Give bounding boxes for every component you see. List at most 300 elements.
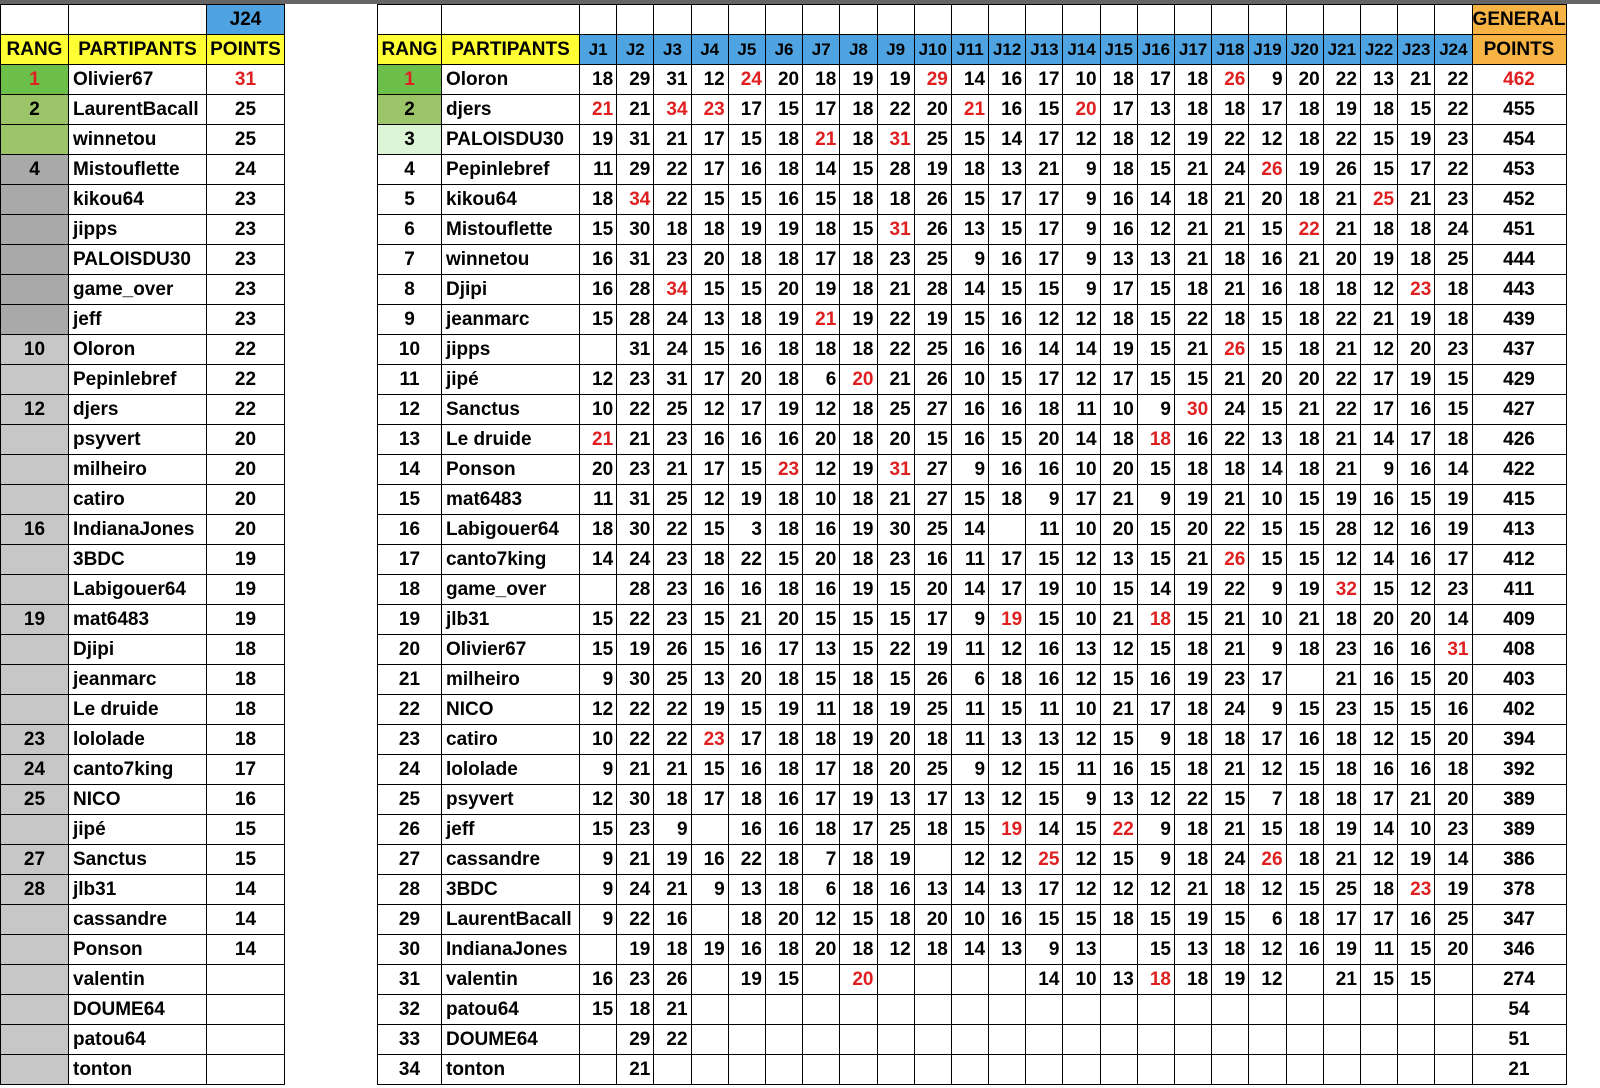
score-cell: 22 (654, 695, 691, 725)
score-cell: 23 (1212, 665, 1249, 695)
table-row (378, 95, 1567, 125)
score-cell: 21 (1212, 605, 1249, 635)
score-cell: 18 (803, 65, 840, 95)
score-cell: 22 (1323, 65, 1360, 95)
score-cell (877, 1025, 914, 1055)
total-points-cell: 413 (1472, 515, 1566, 545)
participant-name: mat6483 (69, 605, 207, 635)
score-cell: 16 (765, 815, 802, 845)
score-cell: 23 (654, 605, 691, 635)
score-cell: 14 (1360, 425, 1397, 455)
rank-cell: 25 (1, 785, 69, 815)
score-cell (580, 1025, 617, 1055)
score-cell (691, 965, 728, 995)
score-cell: 11 (951, 725, 988, 755)
participant-name: Pepinlebref (442, 155, 580, 185)
score-cell: 9 (1137, 815, 1174, 845)
score-cell: 9 (1249, 695, 1286, 725)
table-row (1, 485, 285, 515)
table-row (1, 725, 285, 755)
score-cell: 21 (1100, 485, 1137, 515)
empty-cell (728, 5, 765, 35)
score-cell: 15 (1286, 875, 1323, 905)
table-row (1, 815, 285, 845)
score-cell: 18 (1435, 275, 1472, 305)
total-points-cell: 452 (1472, 185, 1566, 215)
table-row (1, 155, 285, 185)
score-cell: 19 (914, 635, 951, 665)
score-cell: 21 (1175, 245, 1212, 275)
general-ranking-table (377, 4, 1567, 1085)
score-cell: 18 (1286, 455, 1323, 485)
score-cell (1063, 1025, 1100, 1055)
score-cell: 18 (1286, 185, 1323, 215)
score-cell: 18 (840, 875, 877, 905)
score-cell: 15 (728, 695, 765, 725)
score-cell: 15 (1175, 365, 1212, 395)
points-cell: 22 (207, 365, 285, 395)
score-cell: 27 (914, 395, 951, 425)
day-header: J24 (1435, 35, 1472, 65)
score-cell: 15 (728, 125, 765, 155)
score-cell: 15 (1212, 785, 1249, 815)
score-cell: 15 (580, 635, 617, 665)
score-cell: 18 (1137, 425, 1174, 455)
score-cell: 17 (1137, 65, 1174, 95)
rank-cell: 4 (378, 155, 442, 185)
score-cell: 17 (1360, 785, 1397, 815)
score-cell: 19 (1175, 485, 1212, 515)
score-cell: 16 (989, 335, 1026, 365)
day-header: J20 (1286, 35, 1323, 65)
participant-name: cassandre (69, 905, 207, 935)
table-row (378, 275, 1567, 305)
participant-name: jeanmarc (69, 665, 207, 695)
rank-cell (1, 305, 69, 335)
score-cell: 17 (1249, 95, 1286, 125)
score-cell: 25 (877, 815, 914, 845)
score-cell: 9 (1063, 185, 1100, 215)
rank-cell (1, 575, 69, 605)
score-cell: 18 (765, 665, 802, 695)
score-cell (951, 965, 988, 995)
table-row (1, 935, 285, 965)
score-cell: 16 (1026, 665, 1063, 695)
participant-name: valentin (442, 965, 580, 995)
score-cell: 18 (765, 575, 802, 605)
score-cell: 21 (803, 125, 840, 155)
rank-cell (1, 215, 69, 245)
day-header: J7 (803, 35, 840, 65)
score-cell: 9 (580, 905, 617, 935)
score-cell: 12 (1137, 875, 1174, 905)
score-cell: 15 (1137, 515, 1174, 545)
table-row (378, 665, 1567, 695)
score-cell: 15 (1249, 335, 1286, 365)
score-cell: 20 (1100, 455, 1137, 485)
score-cell: 15 (765, 965, 802, 995)
score-cell: 21 (580, 425, 617, 455)
score-cell: 15 (1026, 755, 1063, 785)
score-cell: 21 (1100, 605, 1137, 635)
score-cell: 22 (877, 335, 914, 365)
score-cell: 18 (1212, 245, 1249, 275)
score-cell: 15 (840, 635, 877, 665)
rank-cell: 1 (378, 65, 442, 95)
score-cell: 21 (617, 425, 654, 455)
score-cell: 13 (1063, 635, 1100, 665)
score-cell: 13 (691, 665, 728, 695)
participant-name: mat6483 (442, 485, 580, 515)
score-cell: 18 (765, 515, 802, 545)
score-cell (1249, 1055, 1286, 1085)
score-cell: 11 (1360, 935, 1397, 965)
score-cell: 18 (1323, 275, 1360, 305)
participant-name: patou64 (69, 1025, 207, 1055)
score-cell (765, 995, 802, 1025)
day-header: J5 (728, 35, 765, 65)
score-cell (1212, 995, 1249, 1025)
score-cell: 15 (1026, 275, 1063, 305)
participant-name: Le druide (69, 695, 207, 725)
participant-name: winnetou (442, 245, 580, 275)
score-cell: 16 (1398, 455, 1435, 485)
empty-cell (765, 5, 802, 35)
empty-cell (442, 5, 580, 35)
score-cell: 20 (803, 545, 840, 575)
score-cell: 30 (617, 665, 654, 695)
score-cell: 31 (617, 245, 654, 275)
empty-cell (1175, 5, 1212, 35)
total-points-cell: 455 (1472, 95, 1566, 125)
score-cell: 18 (877, 185, 914, 215)
score-cell: 16 (728, 635, 765, 665)
score-cell: 17 (1026, 215, 1063, 245)
score-cell: 9 (1137, 725, 1174, 755)
score-cell: 23 (1323, 695, 1360, 725)
total-points-cell: 346 (1472, 935, 1566, 965)
empty-cell (951, 5, 988, 35)
score-cell (765, 1025, 802, 1055)
participant-name: Labigouer64 (442, 515, 580, 545)
score-cell: 20 (580, 455, 617, 485)
score-cell: 19 (877, 845, 914, 875)
rank-cell: 22 (378, 695, 442, 725)
score-cell: 18 (1212, 725, 1249, 755)
empty-cell (1360, 5, 1397, 35)
rank-cell (1, 1055, 69, 1085)
participant-name: DOUME64 (442, 1025, 580, 1055)
score-cell: 20 (840, 965, 877, 995)
score-cell: 18 (1286, 785, 1323, 815)
score-cell: 16 (1026, 455, 1063, 485)
score-cell: 15 (1100, 575, 1137, 605)
score-cell (1026, 1055, 1063, 1085)
participant-name: 3BDC (69, 545, 207, 575)
score-cell: 16 (1100, 185, 1137, 215)
score-cell: 18 (840, 335, 877, 365)
score-cell: 15 (691, 755, 728, 785)
participant-name: jipé (69, 815, 207, 845)
score-cell: 18 (1286, 845, 1323, 875)
score-cell: 19 (1323, 95, 1360, 125)
score-cell: 30 (617, 515, 654, 545)
participant-name: NICO (442, 695, 580, 725)
score-cell: 17 (1026, 245, 1063, 275)
score-cell: 25 (914, 335, 951, 365)
empty-cell (877, 5, 914, 35)
table-row (378, 365, 1567, 395)
score-cell: 16 (728, 935, 765, 965)
score-cell: 22 (1175, 305, 1212, 335)
score-cell: 21 (1026, 155, 1063, 185)
points-cell: 19 (207, 575, 285, 605)
score-cell (580, 335, 617, 365)
score-cell: 23 (617, 455, 654, 485)
score-cell: 16 (1435, 695, 1472, 725)
score-cell: 13 (951, 785, 988, 815)
score-cell: 19 (1323, 485, 1360, 515)
empty-cell (691, 5, 728, 35)
score-cell: 18 (728, 305, 765, 335)
score-cell: 25 (654, 665, 691, 695)
score-cell: 14 (1063, 425, 1100, 455)
table-row (1, 275, 285, 305)
score-cell: 21 (1212, 365, 1249, 395)
rank-cell: 34 (378, 1055, 442, 1085)
score-cell: 12 (691, 485, 728, 515)
score-cell: 23 (617, 965, 654, 995)
score-cell: 18 (1398, 245, 1435, 275)
table-row (378, 335, 1567, 365)
score-cell: 21 (1100, 695, 1137, 725)
score-cell: 10 (951, 905, 988, 935)
participant-name: game_over (442, 575, 580, 605)
score-cell: 12 (1100, 635, 1137, 665)
score-cell: 21 (1323, 965, 1360, 995)
total-points-cell: 422 (1472, 455, 1566, 485)
score-cell (1100, 1055, 1137, 1085)
total-points-cell: 451 (1472, 215, 1566, 245)
score-cell (989, 965, 1026, 995)
day-header: J17 (1175, 35, 1212, 65)
rank-cell: 12 (1, 395, 69, 425)
score-cell: 18 (1175, 275, 1212, 305)
score-cell: 21 (1398, 65, 1435, 95)
rank-cell: 2 (1, 95, 69, 125)
score-cell: 22 (877, 635, 914, 665)
score-cell: 18 (1175, 185, 1212, 215)
score-cell: 15 (1063, 905, 1100, 935)
score-cell: 21 (1212, 185, 1249, 215)
day-header: J10 (914, 35, 951, 65)
score-cell: 15 (1398, 665, 1435, 695)
score-cell: 9 (1249, 635, 1286, 665)
participant-name: djers (69, 395, 207, 425)
score-cell: 9 (951, 245, 988, 275)
points-cell: 15 (207, 845, 285, 875)
score-cell: 19 (728, 965, 765, 995)
score-cell: 15 (1063, 815, 1100, 845)
score-cell: 18 (1175, 695, 1212, 725)
score-cell: 31 (877, 125, 914, 155)
score-cell: 18 (1323, 755, 1360, 785)
score-cell (1137, 1055, 1174, 1085)
table-row (378, 215, 1567, 245)
score-cell: 20 (803, 935, 840, 965)
score-cell: 18 (1100, 905, 1137, 935)
score-cell (1175, 995, 1212, 1025)
score-cell: 14 (1435, 455, 1472, 485)
score-cell: 9 (1249, 65, 1286, 95)
score-cell: 31 (877, 215, 914, 245)
day-header: J21 (1323, 35, 1360, 65)
empty-cell (1026, 5, 1063, 35)
rank-cell: 6 (378, 215, 442, 245)
table-row (378, 245, 1567, 275)
score-cell: 24 (654, 305, 691, 335)
score-cell: 14 (1026, 965, 1063, 995)
score-cell: 16 (691, 575, 728, 605)
score-cell: 15 (951, 815, 988, 845)
score-cell: 10 (580, 395, 617, 425)
score-cell: 15 (989, 215, 1026, 245)
score-cell: 15 (840, 905, 877, 935)
score-cell: 15 (951, 125, 988, 155)
score-cell: 21 (1212, 275, 1249, 305)
rank-cell: 7 (378, 245, 442, 275)
score-cell: 25 (1360, 185, 1397, 215)
score-cell: 15 (1100, 845, 1137, 875)
rank-cell: 23 (378, 725, 442, 755)
empty-cell (1398, 5, 1435, 35)
score-cell: 17 (1323, 905, 1360, 935)
score-cell: 16 (1137, 665, 1174, 695)
score-cell: 18 (840, 695, 877, 725)
score-cell: 25 (654, 395, 691, 425)
score-cell: 20 (877, 425, 914, 455)
score-cell: 17 (1249, 725, 1286, 755)
general-header: GENERAL (1472, 5, 1566, 35)
score-cell: 22 (877, 95, 914, 125)
rank-cell: 23 (1, 725, 69, 755)
score-cell (914, 995, 951, 1025)
participant-name: patou64 (442, 995, 580, 1025)
rank-cell: 15 (378, 485, 442, 515)
table-row (1, 1025, 285, 1055)
score-cell: 31 (617, 125, 654, 155)
score-cell: 17 (1360, 365, 1397, 395)
score-cell: 18 (840, 275, 877, 305)
score-cell: 22 (654, 515, 691, 545)
score-cell: 16 (728, 575, 765, 605)
score-cell: 19 (1398, 125, 1435, 155)
score-cell: 23 (617, 365, 654, 395)
day-header: J1 (580, 35, 617, 65)
table-row (378, 725, 1567, 755)
score-cell: 20 (1435, 935, 1472, 965)
score-cell: 22 (877, 305, 914, 335)
score-cell: 19 (989, 815, 1026, 845)
points-cell: 22 (207, 335, 285, 365)
score-cell: 9 (1026, 485, 1063, 515)
score-cell: 16 (728, 755, 765, 785)
score-cell (1249, 1025, 1286, 1055)
score-cell: 15 (728, 275, 765, 305)
empty-cell (580, 5, 617, 35)
score-cell: 21 (877, 275, 914, 305)
score-cell: 28 (617, 275, 654, 305)
score-cell (877, 965, 914, 995)
score-cell: 14 (1026, 815, 1063, 845)
score-cell: 21 (1212, 635, 1249, 665)
score-cell: 17 (691, 785, 728, 815)
rank-cell (1, 455, 69, 485)
score-cell: 19 (617, 635, 654, 665)
score-cell: 23 (877, 245, 914, 275)
score-cell: 12 (1360, 725, 1397, 755)
score-cell (840, 1025, 877, 1055)
score-cell: 9 (951, 455, 988, 485)
score-cell (1323, 1025, 1360, 1055)
points-cell: 25 (207, 95, 285, 125)
score-cell: 20 (1063, 95, 1100, 125)
rank-cell (1, 665, 69, 695)
day-header: J24 (207, 5, 285, 35)
score-cell: 14 (951, 65, 988, 95)
table-row (1, 845, 285, 875)
score-cell (1249, 995, 1286, 1025)
score-cell: 18 (728, 905, 765, 935)
score-cell: 21 (1323, 845, 1360, 875)
score-cell: 12 (1323, 545, 1360, 575)
score-cell: 18 (1435, 755, 1472, 785)
empty-cell (617, 5, 654, 35)
score-cell: 31 (617, 485, 654, 515)
score-cell: 19 (914, 305, 951, 335)
rank-cell (1, 275, 69, 305)
score-cell: 15 (580, 605, 617, 635)
score-cell: 14 (580, 545, 617, 575)
rank-cell (1, 365, 69, 395)
participant-name: Ponson (69, 935, 207, 965)
score-cell: 15 (840, 215, 877, 245)
score-cell: 22 (654, 155, 691, 185)
score-cell: 16 (1100, 755, 1137, 785)
empty-cell (1323, 5, 1360, 35)
score-cell (951, 1055, 988, 1085)
score-cell: 18 (1212, 305, 1249, 335)
score-cell: 11 (951, 695, 988, 725)
participant-name: Olivier67 (442, 635, 580, 665)
score-cell (877, 1055, 914, 1085)
participant-name: canto7king (69, 755, 207, 785)
column-header: PARTIPANTS (69, 35, 207, 65)
day-header: J14 (1063, 35, 1100, 65)
participant-name: kikou64 (69, 185, 207, 215)
score-cell: 18 (765, 335, 802, 365)
score-cell: 20 (1398, 335, 1435, 365)
score-cell: 14 (951, 935, 988, 965)
table-row (378, 635, 1567, 665)
score-cell: 17 (1360, 905, 1397, 935)
score-cell: 17 (1435, 545, 1472, 575)
score-cell: 21 (1323, 665, 1360, 695)
score-cell: 24 (1212, 695, 1249, 725)
score-cell: 12 (1137, 215, 1174, 245)
score-cell (728, 995, 765, 1025)
score-cell: 19 (1398, 365, 1435, 395)
